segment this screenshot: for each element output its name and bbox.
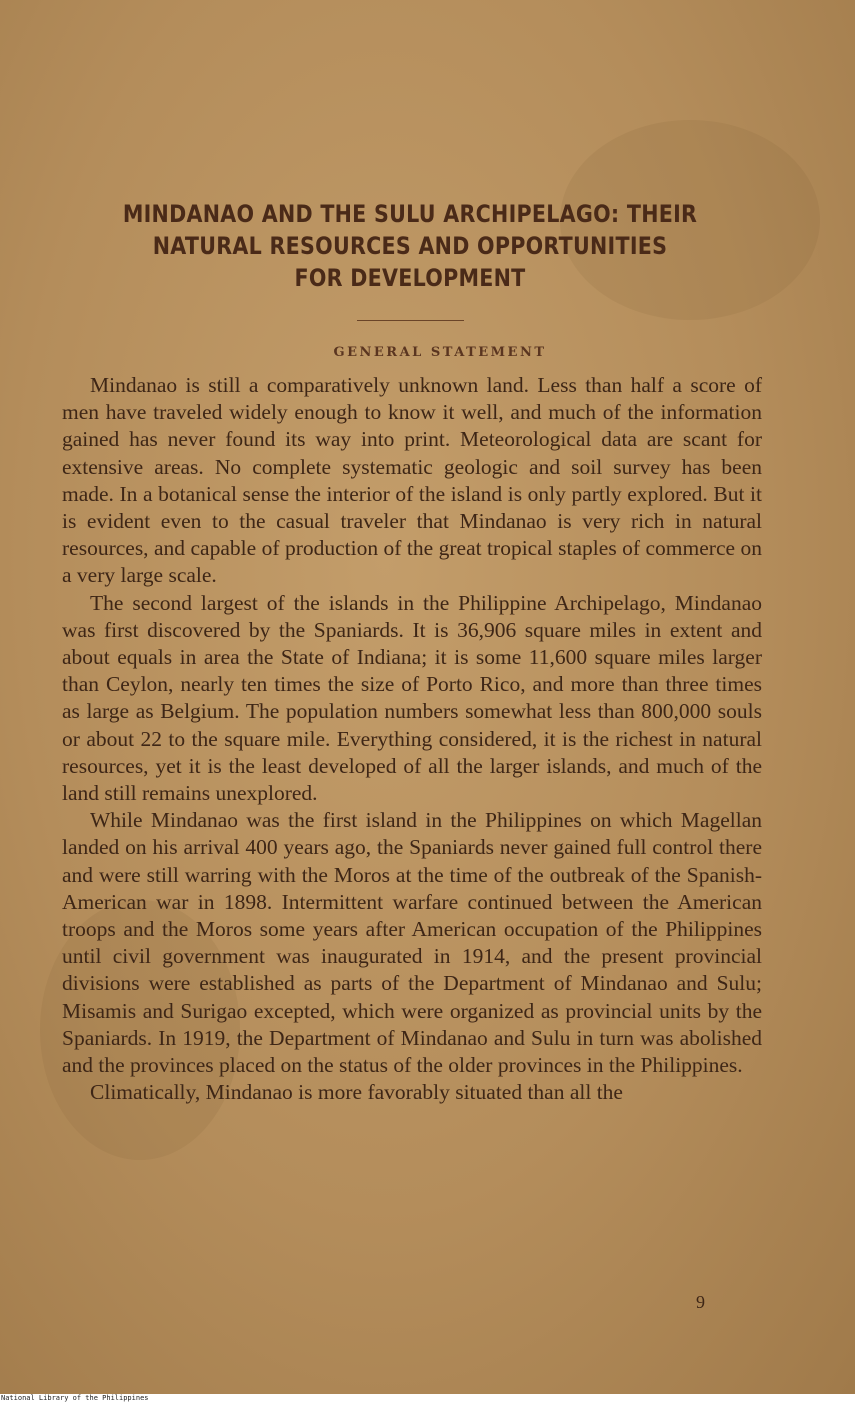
- body-text: [62, 372, 762, 1106]
- library-attribution: National Library of the Philippines: [1, 1394, 149, 1402]
- page-number: 9: [696, 1292, 705, 1312]
- title-divider: [357, 320, 464, 321]
- paragraph-1: Mindanao is still a comparatively unknown land. Less than half a score of men have traveled widely enough to know it well, and much of the information gained has never found its way into print. Meteorological data are scant for extensive areas. No complete systematic geologic and soil survey has been made. In a botanical sense the interior of the island is only partly explored. But it is evident even to the casual traveler that Mindanao is very rich in natural resources, and capable of production of the great tropical staples of commerce on a very large scale.: [62, 373, 762, 588]
- title-line-1: MINDANAO AND THE SULU ARCHIPELAGO: THEIR: [122, 200, 698, 228]
- paragraph-3: While Mindanao was the first island in the Philippines on which Magellan landed on his arrival 400 years ago, the Spaniards never gained full control there and were still warring with the Moros at the time of the outbreak of the Spanish-American war in 1898. Intermittent warfare continued between the American troops and the Moros some years after American occupation of the Philippines until civil government was inaugurated in 1914, and the present provincial divisions were established as parts of the Department of Mindanao and Sulu; Misamis and Surigao excepted, which were organized as provincial units by the Spaniards. In 1919, the Department of Mindanao and Sulu in turn was abolished and the provinces placed on the status of the older provinces in the Philippines.: [62, 808, 762, 1078]
- paragraph-4: Climatically, Mindanao is more favorably situated than all the: [90, 1080, 623, 1105]
- section-heading: GENERAL STATEMENT: [333, 345, 547, 360]
- title-line-2: NATURAL RESOURCES AND OPPORTUNITIES: [152, 232, 668, 260]
- paragraph-2: The second largest of the islands in the Philippine Archipelago, Mindanao was first discovered by the Spaniards. It is 36,906 square miles in extent and about equals in area the State of Indiana; it is some 11,600 square miles larger than Ceylon, nearly ten times the size of Porto Rico, and more than three times as large as Belgium. The population numbers somewhat less than 800,000 souls or about 22 to the square mile. Everything considered, it is the richest in natural resources, yet it is the least developed of all the larger islands, and much of the land still remains unexplored.: [62, 590, 762, 806]
- title-line-3: FOR DEVELOPMENT: [294, 264, 526, 292]
